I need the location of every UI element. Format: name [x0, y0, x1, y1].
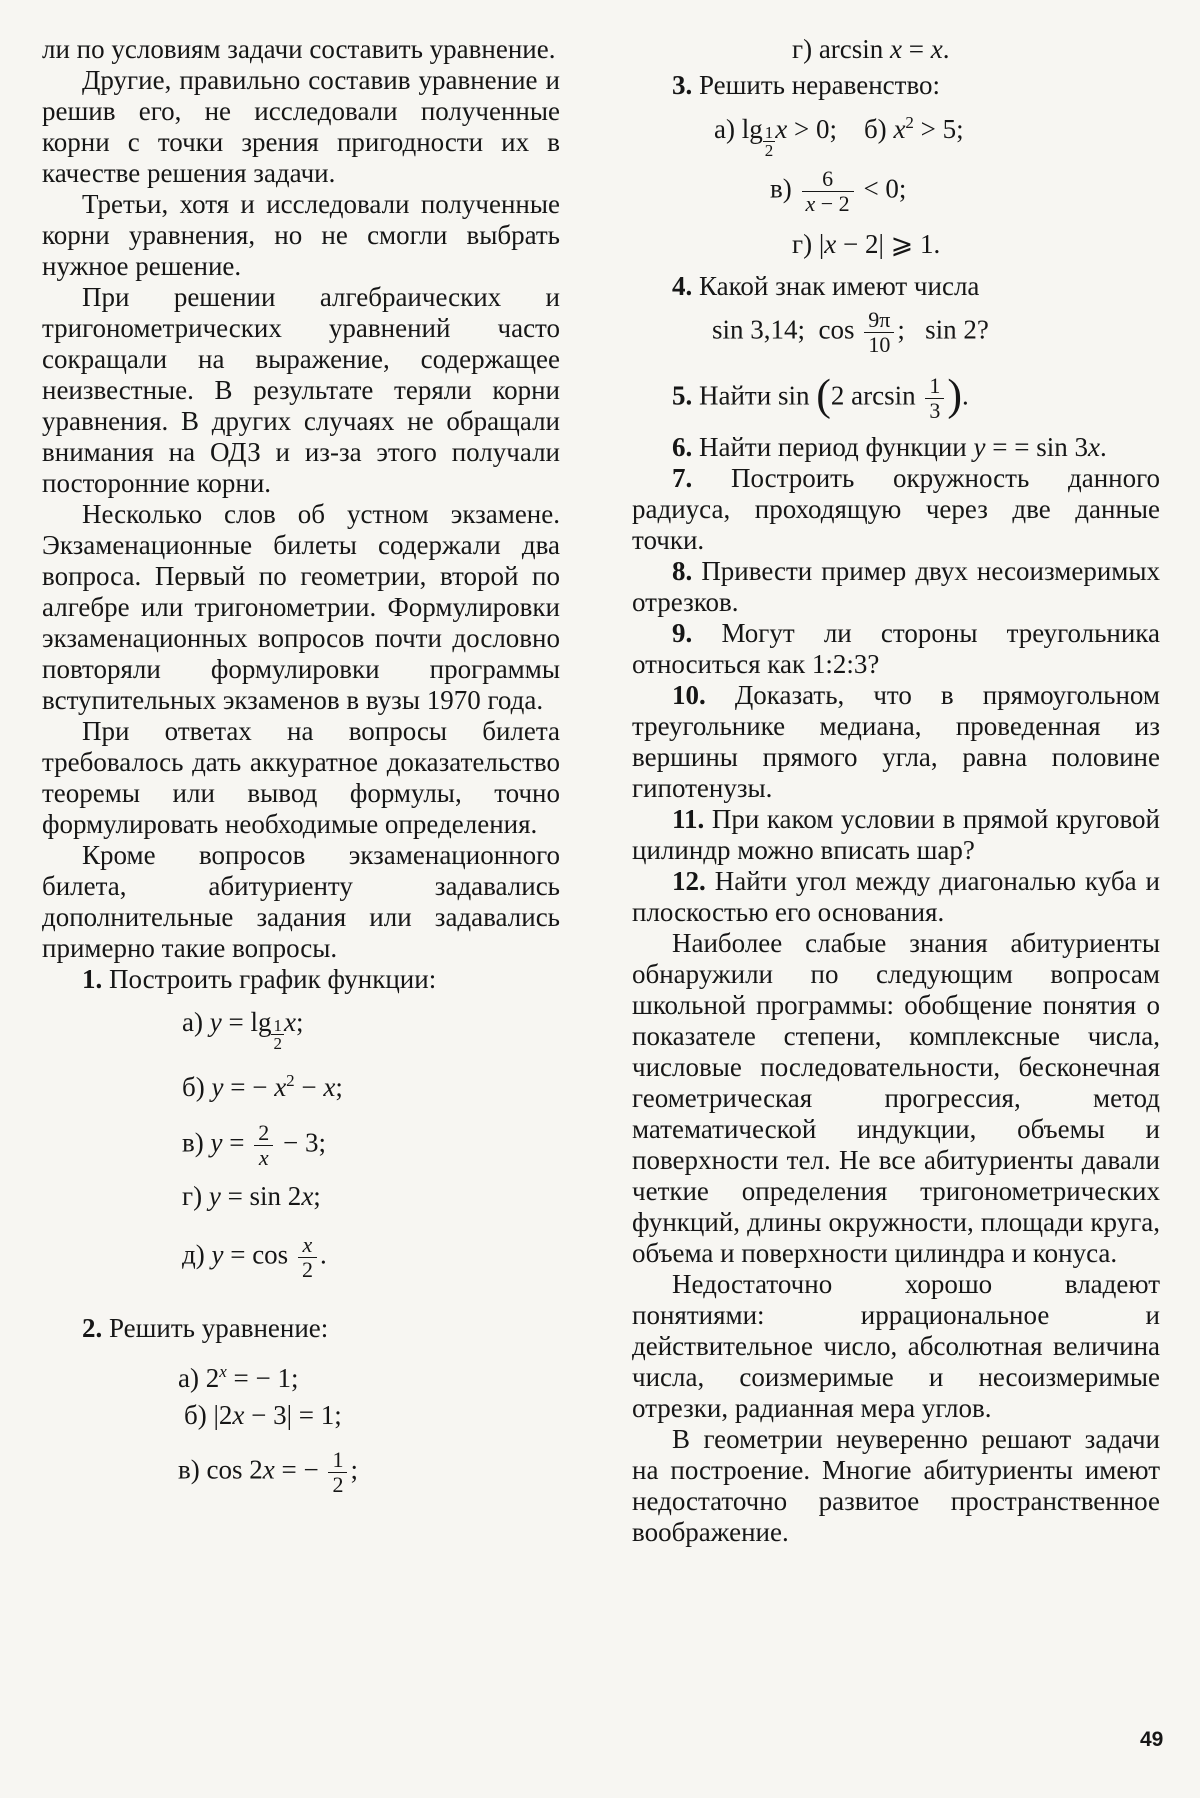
paragraph: Другие, правильно составив уравнение и решив его, не исследовали полученные корни с точки зрения пригодности их в качестве решения задачи.	[42, 65, 560, 188]
question-3: 3. Решить неравенство:	[672, 70, 941, 100]
q1-formulas	[182, 1007, 560, 1307]
question-7: 7. Построить окружность данного радиуса, проходящую через две данные точки.	[632, 463, 1160, 555]
question-11: 11. При каком условии в прямой круговой цилиндр можно вписать шар?	[632, 804, 1160, 865]
paragraph: При ответах на вопросы билета требовалось дать аккуратное доказательство теоремы или вывод формулы, точно формулировать необходимые определения.	[42, 716, 560, 839]
formula-q4: sin 3,14; cos $\frac{9\pi}{10}$ ; sin 2?	[712, 307, 989, 357]
question-9: 9. Могут ли стороны треугольника относиться как 1:2:3?	[632, 618, 1161, 679]
formula-q3c: в) $\frac{6}{x - 2}$ < 0;	[770, 166, 907, 216]
formula-q1a: а) y = lg $\frac{1}{2}$ x;	[182, 1007, 304, 1053]
paragraph: Недостаточно хорошо владеют понятиями: иррациональное и действительное число, абсолютная величина числа, соизмеримые и несоизмеримые отрезки, радианная мера углов.	[632, 1269, 1160, 1423]
page-number: 49	[1140, 1728, 1164, 1751]
question-10: 10. Доказать, что в прямоугольном треугольнике медиана, проведенная из вершины прямого угла, равна половине гипотенузы.	[632, 680, 1161, 803]
formula-q2b: б) |2x − 3| = 1;	[184, 1400, 342, 1430]
formula-q2d: г) arcsin x = x.	[792, 34, 950, 64]
question-6: 6. Найти период функции y = = sin 3x.	[672, 432, 1107, 462]
paragraph: При решении алгебраических и тригонометрических уравнений часто сокращали на выражение, содержащее неизвестные. В результате теряли корни уравнения. В других случаях не обращали внимания на ОДЗ и из-за этого получали посторонние корни.	[42, 282, 560, 498]
formula-q1b: б) y = − $x^2 - x$;	[182, 1071, 343, 1102]
right-column	[632, 34, 1160, 1548]
question-8: 8. Привести пример двух несоизмеримых отрезков.	[632, 556, 1161, 617]
paragraph: Несколько слов об устном экзамене. Экзаменационные билеты содержали два вопроса. Первый по геометрии, второй по алгебре или тригонометрии. Формулировки экзаменационных вопросов почти дословно повторяли формулировки программы вступительных экзаменов в вузы 1970 года.	[42, 499, 560, 715]
question-5: 5. Найти sin (2 arcsin $\frac{1}{3}$ ).	[672, 370, 969, 423]
q2-formulas	[178, 1356, 560, 1498]
paragraph-continuation: ли по условиям задачи составить уравнение.	[42, 34, 556, 64]
paragraph: Третьи, хотя и исследовали полученные корни уравнения, но не смогли выбрать нужное решение.	[42, 189, 560, 281]
question-4: 4. Какой знак имеют числа	[672, 271, 980, 301]
formula-q1e: д) y = cos $\frac{x}{2}$ .	[182, 1232, 327, 1282]
question-2: 2. Решить уравнение:	[82, 1313, 329, 1343]
left-column	[42, 34, 560, 1498]
question-12: 12. Найти угол между диагональю куба и плоскостью его основания.	[632, 866, 1161, 927]
formula-q1c: в) y = $\frac{2}{x}$ − 3;	[182, 1120, 326, 1170]
paragraph: Наиболее слабые знания абитуриенты обнаружили по следующим вопросам школьной программы: обобщение понятия о показателе степени, комплексные числа, числовые последовательности, бесконечная геометрическая прогрессия, метод математической индукции, объемы и поверхности тел. Не все абитуриенты давали четкие определения тригонометрических функций, длины окружности, площади круга, объема и поверхности цилиндра и конуса.	[632, 928, 1160, 1268]
formula-q2a: а) $2^x$ = − 1;	[178, 1362, 299, 1393]
question-1: 1. Построить график функции:	[82, 964, 437, 994]
formula-q3d: г) |x − 2| ⩾ 1.	[792, 229, 941, 259]
formula-q3ab: а) lg $\frac{1}{2}$ x > 0; б) $x^2 > 5$;	[714, 113, 964, 160]
formula-q1d: г) y = sin 2x;	[182, 1181, 321, 1211]
q3-formulas	[632, 107, 1160, 271]
paragraph: В геометрии неуверенно решают задачи на построение. Многие абитуриенты имеют недостаточно развитое пространственное воображение.	[632, 1424, 1160, 1547]
formula-q2c: в) cos 2x = − $\frac{1}{2}$ ;	[178, 1447, 358, 1497]
paragraph: Кроме вопросов экзаменационного билета, абитуриенту задавались дополнительные задания или задавались примерно такие вопросы.	[42, 840, 560, 963]
